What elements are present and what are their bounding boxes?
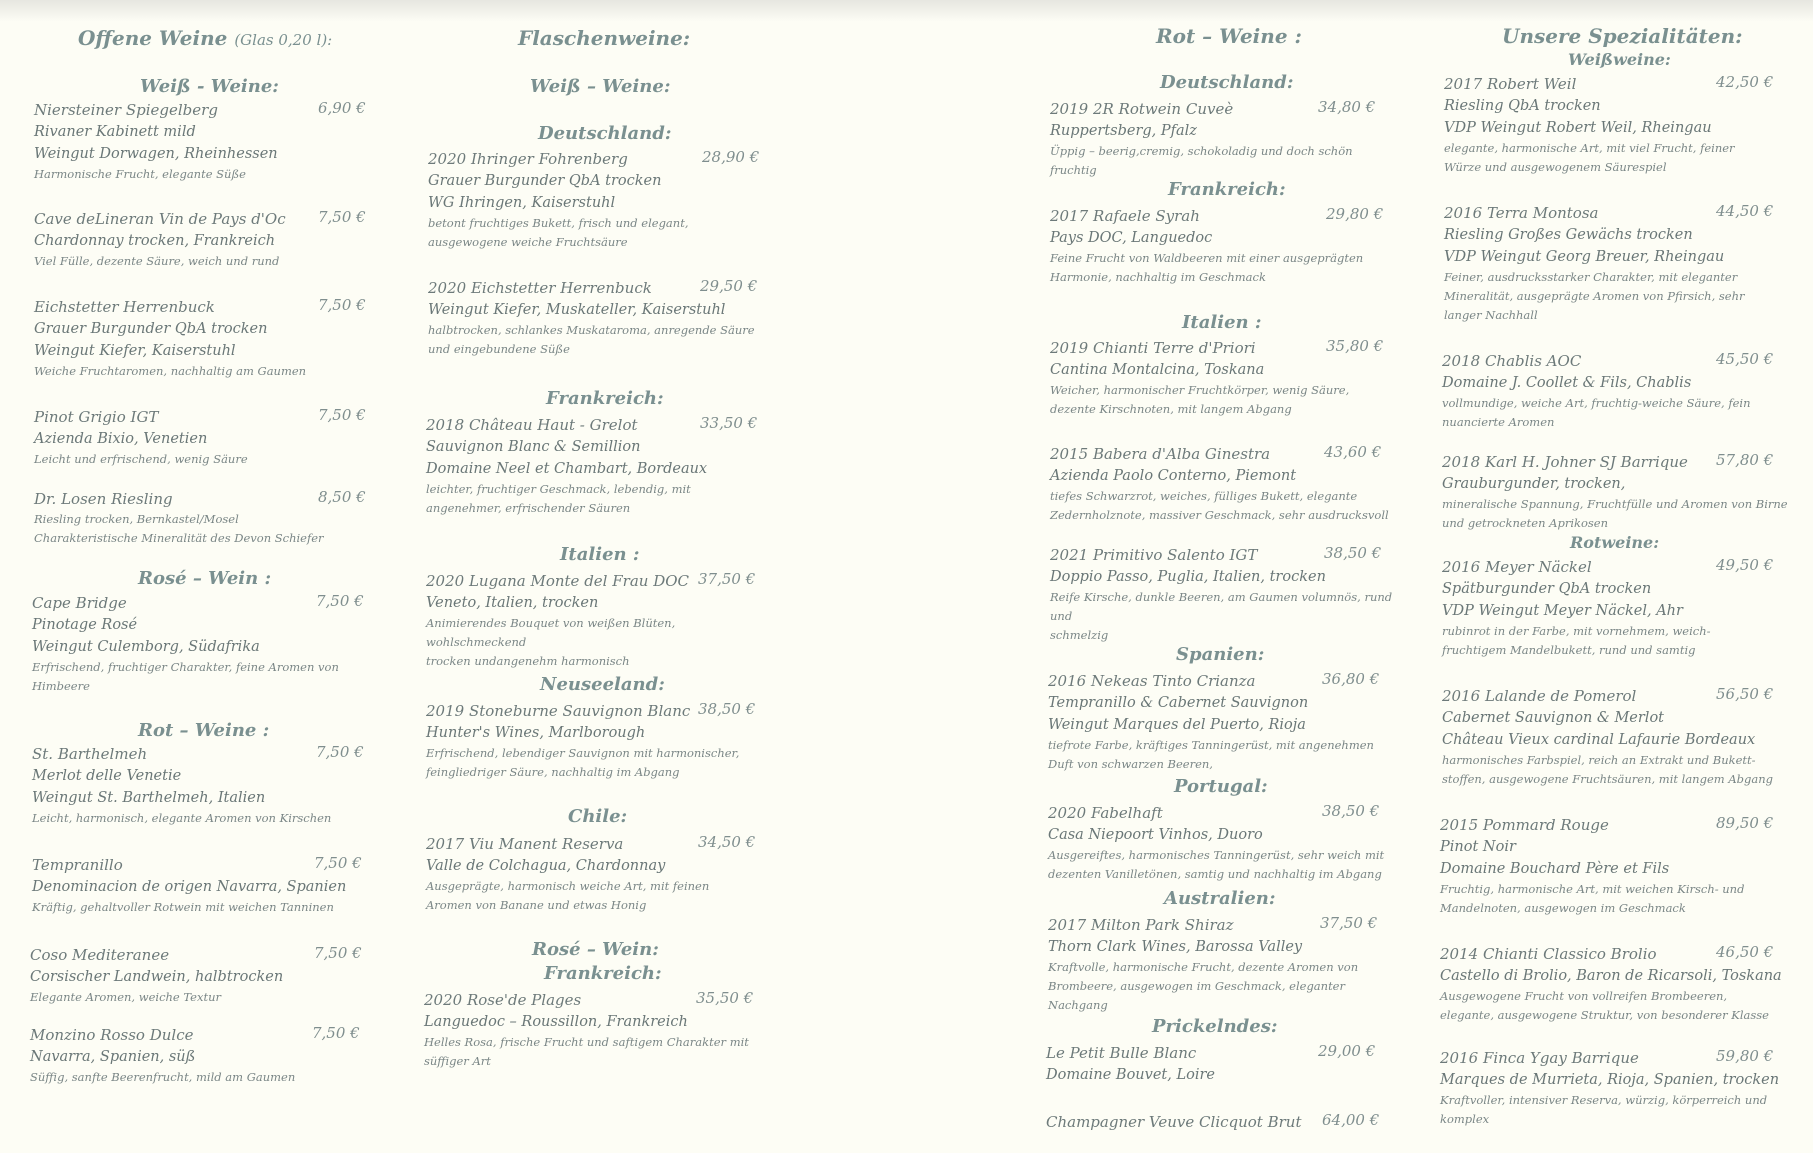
- wine-entry: 2015 Babera d'Alba Ginestra 43,60 € Azienda Paolo Conterno, Piemont tiefes Schwarzrot, weiches, fülliges Bukett, elegante Zedernholznote, massiver Geschmack, sehr ausdrucksvoll: [1050, 443, 1389, 522]
- section-heading-italien: Italien :: [560, 544, 640, 565]
- section-heading-deutschland: Deutschland:: [1160, 72, 1294, 93]
- section-heading-frankreich: Frankreich:: [546, 388, 664, 409]
- wine-entry: 2015 Pommard Rouge 89,50 € Pinot Noir Domaine Bouchard Père et Fils Fruchtig, harmonische Art, mit weichen Kirsch- und Mandelnoten, ausgewogen im Geschmack: [1440, 814, 1774, 915]
- section-heading-rose: Rosé – Wein:: [532, 939, 659, 960]
- section-heading-rose: Rosé – Wein :: [138, 568, 272, 589]
- section-heading-weiss: Weiß – Weine:: [530, 76, 671, 97]
- section-heading-frankreich: Frankreich:: [1168, 179, 1286, 200]
- wine-entry: 2020 Lugana Monte del Frau DOC 37,50 € Veneto, Italien, trocken Animierendes Bouquet von weißen Blüten, wohlschmeckend trocken undangenehm harmonisch: [426, 570, 756, 668]
- wine-entry: Tempranillo 7,50 € Denominacion de origen Navarra, Spanien Kräftig, gehaltvoller Rotwein mit weichen Tanninen: [32, 854, 362, 914]
- section-heading-prickelndes: Prickelndes:: [1152, 1016, 1278, 1037]
- wine-entry: Coso Mediteranee 7,50 € Corsischer Landwein, halbtrocken Elegante Aromen, weiche Textur: [30, 944, 362, 1004]
- section-heading-rotweine: Rotweine:: [1570, 533, 1660, 552]
- wine-entry: 2017 Viu Manent Reserva 34,50 € Valle de Colchagua, Chardonnay Ausgeprägte, harmonisch weiche Art, mit feinen Aromen von Banane und etwas Honig: [426, 833, 756, 912]
- column-title: Flaschenweine:: [518, 26, 691, 50]
- wine-entry: Cave deLineran Vin de Pays d'Oc 7,50 € Chardonnay trocken, Frankreich Viel Fülle, dezente Säure, weich und rund: [34, 208, 366, 268]
- wine-entry: Le Petit Bulle Blanc 29,00 € Domaine Bouvet, Loire: [1046, 1042, 1376, 1083]
- wine-entry: Eichstetter Herrenbuck 7,50 € Grauer Burgunder QbA trocken Weingut Kiefer, Kaiserstuhl Weiche Fruchtaromen, nachhaltig am Gaumen: [34, 296, 366, 378]
- section-heading-deutschland: Deutschland:: [538, 123, 672, 144]
- wine-entry: 2016 Nekeas Tinto Crianza 36,80 € Tempranillo & Cabernet Sauvignon Weingut Marques del Puerto, Rioja tiefrote Farbe, kräftiges Tanningerüst, mit angenehmen Duft von schwarzen Beeren,: [1048, 670, 1380, 771]
- section-heading-spanien: Spanien:: [1176, 644, 1265, 665]
- wine-entry: Cape Bridge 7,50 € Pinotage Rosé Weingut Culemborg, Südafrika Erfrischend, fruchtiger Charakter, feine Aromen von Himbeere: [32, 592, 364, 693]
- column-title: Rot – Weine :: [1156, 24, 1302, 48]
- top-shadow: [0, 0, 1813, 22]
- wine-entry: 2014 Chianti Classico Brolio 46,50 € Castello di Brolio, Baron de Ricarsoli, Toskana Ausgewogene Frucht von vollreifen Brombeeren, elegante, ausgewogene Struktur, von besonderer Klasse: [1440, 943, 1782, 1022]
- section-heading-portugal: Portugal:: [1174, 776, 1268, 797]
- wine-entry: 2016 Terra Montosa 44,50 € Riesling Großes Gewächs trocken VDP Weingut Georg Breuer, Rheingau Feiner, ausdrucksstarker Charakter, mit eleganter Mineralität, ausgeprägte Aromen von Pfirsich, sehr langer Nachhall: [1444, 202, 1774, 322]
- section-heading-australien: Australien:: [1164, 888, 1276, 909]
- wine-entry: 2016 Meyer Näckel 49,50 € Spätburgunder QbA trocken VDP Weingut Meyer Näckel, Ahr rubinrot in der Farbe, mit vornehmem, weich- fruchtigem Mandelbukett, rund und samtig: [1442, 556, 1774, 657]
- section-heading-weissweine: Weißweine:: [1568, 50, 1671, 69]
- column-title: Offene Weine (Glas 0,20 l):: [78, 26, 333, 50]
- section-heading-weiss: Weiß - Weine:: [140, 76, 279, 97]
- section-heading-rot: Rot – Weine :: [138, 720, 270, 741]
- wine-entry: 2019 Chianti Terre d'Priori 35,80 € Cantina Montalcina, Toskana Weicher, harmonischer Fruchtkörper, wenig Säure, dezente Kirschnoten, mit langem Abgang: [1050, 337, 1384, 416]
- wine-entry: 2019 Stoneburne Sauvignon Blanc 38,50 € Hunter's Wines, Marlborough Erfrischend, lebendiger Sauvignon mit harmonischer, feingliedriger Säure, nachhaltig im Abgang: [426, 700, 756, 779]
- wine-entry: 2016 Finca Ygay Barrique 59,80 € Marques de Murrieta, Rioja, Spanien, trocken Kraftvoller, intensiver Reserva, würzig, körperreich und komplex: [1440, 1047, 1780, 1126]
- wine-entry: 2018 Karl H. Johner SJ Barrique 57,80 € Grauburgunder, trocken, mineralische Spannung, Fruchtfülle und Aromen von Birne und getrockneten Aprikosen: [1442, 451, 1788, 530]
- wine-entry: 2020 Ihringer Fohrenberg 28,90 € Grauer Burgunder QbA trocken WG Ihringen, Kaiserstuhl betont fruchtiges Bukett, frisch und elegant, ausgewogene weiche Fruchtsäure: [428, 148, 760, 249]
- wine-entry: Dr. Losen Riesling 8,50 € Riesling trocken, Bernkastel/Mosel Charakteristische Mineralität des Devon Schiefer: [34, 488, 366, 545]
- wine-entry: Pinot Grigio IGT 7,50 € Azienda Bixio, Venetien Leicht und erfrischend, wenig Säure: [34, 406, 366, 466]
- wine-entry: Niersteiner Spiegelberg 6,90 € Rivaner Kabinett mild Weingut Dorwagen, Rheinhessen Harmonische Frucht, elegante Süße: [34, 99, 366, 181]
- section-heading-neuseeland: Neuseeland:: [540, 674, 665, 695]
- wine-entry: 2020 Eichstetter Herrenbuck 29,50 € Weingut Kiefer, Muskateller, Kaiserstuhl halbtrocken, schlankes Muskataroma, anregende Säure und eingebundene Süße: [428, 277, 758, 356]
- section-heading-frankreich: Frankreich:: [544, 963, 662, 984]
- wine-entry: 2017 Robert Weil 42,50 € Riesling QbA trocken VDP Weingut Robert Weil, Rheingau elegante, harmonische Art, mit viel Frucht, feiner Würze und ausgewogenem Säurespiel: [1444, 73, 1774, 174]
- section-heading-italien: Italien :: [1182, 312, 1262, 333]
- wine-entry: 2020 Fabelhaft 38,50 € Casa Niepoort Vinhos, Duoro Ausgereiftes, harmonisches Tanningerüst, sehr weich mit dezenten Vanilletönen, samtig und nachhaltig im Abgang: [1048, 802, 1385, 881]
- section-heading-chile: Chile:: [568, 806, 628, 827]
- wine-entry: 2016 Lalande de Pomerol 56,50 € Cabernet Sauvignon & Merlot Château Vieux cardinal Lafaurie Bordeaux harmonisches Farbspiel, reich an Extrakt und Bukett- stoffen, ausgewogene Fruchtsäuren, mit langem Abgang: [1442, 685, 1774, 786]
- wine-entry: 2018 Château Haut - Grelot 33,50 € Sauvignon Blanc & Semillion Domaine Neel et Chambart, Bordeaux leichter, fruchtiger Geschmack, lebendig, mit angenehmer, erfrischender Säuren: [426, 414, 758, 515]
- wine-entry: Monzino Rosso Dulce 7,50 € Navarra, Spanien, süß Süffig, sanfte Beerenfrucht, mild am Gaumen: [30, 1024, 360, 1084]
- wine-entry: St. Barthelmeh 7,50 € Merlot delle Venetie Weingut St. Barthelmeh, Italien Leicht, harmonisch, elegante Aromen von Kirschen: [32, 743, 364, 825]
- wine-entry: 2017 Milton Park Shiraz 37,50 € Thorn Clark Wines, Barossa Valley Kraftvolle, harmonische Frucht, dezente Aromen von Brombeere, ausgewogen im Geschmack, eleganter Nachgang: [1048, 914, 1378, 1012]
- column-title: Unsere Spezialitäten:: [1502, 24, 1743, 48]
- wine-entry: Champagner Veuve Clicquot Brut 64,00 €: [1046, 1111, 1380, 1131]
- wine-entry: 2020 Rose'de Plages 35,50 € Languedoc – Roussillon, Frankreich Helles Rosa, frische Frucht und saftigem Charakter mit süffiger Art: [424, 989, 754, 1068]
- wine-entry: 2021 Primitivo Salento IGT 38,50 € Doppio Passo, Puglia, Italien, trocken Reife Kirsche, dunkle Beeren, am Gaumen volumnös, rund und schmelzig: [1050, 544, 1393, 642]
- wine-entry: 2018 Chablis AOC 45,50 € Domaine J. Coollet & Fils, Chablis vollmundige, weiche Art, fruchtig-weiche Säure, fein nuancierte Aromen: [1442, 350, 1774, 429]
- wine-entry: 2019 2R Rotwein Cuveè 34,80 € Ruppertsberg, Pfalz Üppig – beerig,cremig, schokoladig und doch schön fruchtig: [1050, 98, 1376, 177]
- wine-entry: 2017 Rafaele Syrah 29,80 € Pays DOC, Languedoc Feine Frucht von Waldbeeren mit einer ausgeprägten Harmonie, nachhaltig im Geschmack: [1050, 205, 1384, 284]
